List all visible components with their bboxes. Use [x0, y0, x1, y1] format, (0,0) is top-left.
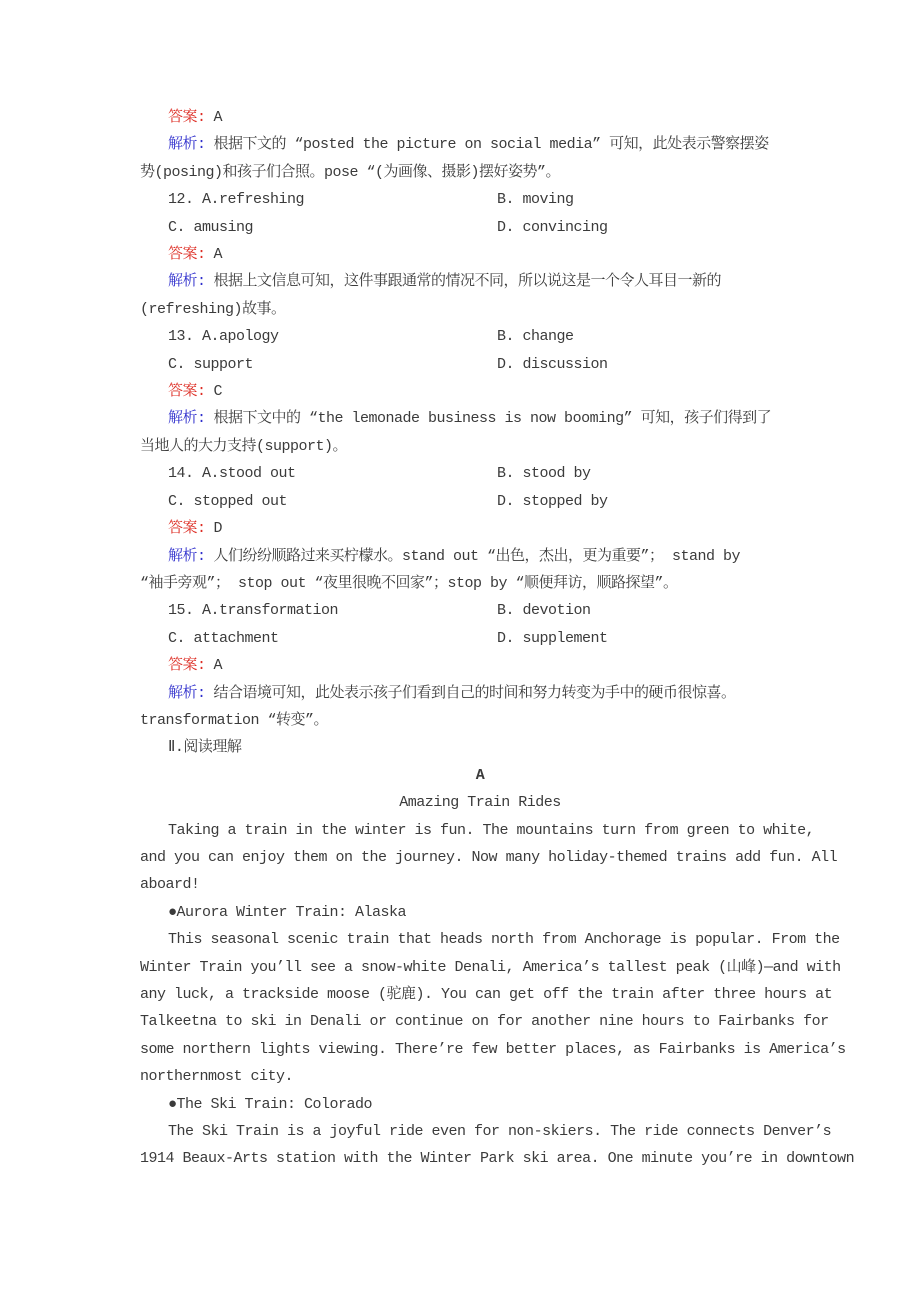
analysis-label: 解析:: [168, 136, 206, 154]
analysis-text: 根据下文的 “posted the picture on social media” 可知，此处表示警察摆姿: [213, 136, 769, 154]
analysis-label: 解析:: [168, 273, 206, 291]
analysis-line: [140, 707, 830, 734]
answer-value: A: [213, 109, 223, 126]
answer-label: 答案:: [168, 246, 206, 264]
option-d: D. discussion: [497, 355, 608, 373]
option-row: [140, 625, 830, 652]
passage-line: some northern lights viewing. There’re few better places, as Fairbanks is America’s: [140, 1040, 846, 1058]
answer-label: 答案:: [168, 383, 206, 401]
option-a: 12. A.refreshing: [168, 191, 305, 209]
analysis-text: 结合语境可知，此处表示孩子们看到自己的时间和努力转变为手中的硬币很惊喜。: [213, 684, 736, 702]
option-b: B. devotion: [497, 602, 591, 620]
option-row: [140, 460, 830, 487]
answer-line: [140, 515, 830, 542]
section-heading: Ⅱ.阅读理解: [168, 739, 242, 757]
passage-line: This seasonal scenic train that heads north from Anchorage is popular. From the: [168, 931, 840, 949]
answer-line: [140, 104, 830, 131]
passage-line: Winter Train you’ll see a snow-white Denali, America’s tallest peak (山峰)—and with: [140, 958, 841, 976]
option-c: C. amusing: [168, 218, 254, 236]
option-row: [140, 351, 830, 378]
answer-value: A: [213, 657, 223, 675]
passage-label: A: [475, 766, 485, 784]
option-a: 13. A.apology: [168, 328, 279, 346]
answer-label: 答案:: [168, 520, 206, 538]
bullet-heading: ●The Ski Train: Colorado: [168, 1095, 373, 1113]
analysis-text: 根据上文信息可知，这件事跟通常的情况不同，所以说这是一个令人耳目一新的: [213, 273, 722, 291]
analysis-line: [140, 131, 830, 158]
analysis-label: 解析:: [168, 410, 206, 428]
analysis-label: 解析:: [168, 547, 206, 565]
option-c: C. support: [168, 355, 254, 373]
option-row: [140, 488, 830, 515]
passage-line: Talkeetna to ski in Denali or continue on for another nine hours to Fairbanks for: [140, 1013, 829, 1031]
document-content: [140, 104, 855, 1173]
option-row: [140, 214, 830, 241]
option-a: 15. A.transformation: [168, 602, 339, 620]
option-c: C. stopped out: [168, 492, 288, 510]
answer-line: [140, 378, 830, 405]
passage-line: The Ski Train is a joyful ride even for non-skiers. The ride connects Denver’s: [168, 1123, 832, 1141]
option-b: B. change: [497, 328, 574, 346]
option-row: [140, 186, 830, 213]
option-b: B. moving: [497, 191, 574, 209]
analysis-text: 根据下文中的 “the lemonade business is now booming” 可知，孩子们得到了: [213, 410, 772, 428]
passage-line: aboard!: [140, 876, 200, 894]
option-d: D. convincing: [497, 218, 608, 236]
analysis-line: [140, 268, 830, 295]
analysis-text: transformation “转变”。: [140, 711, 329, 729]
analysis-label: 解析:: [168, 684, 206, 702]
answer-label: 答案:: [168, 109, 206, 126]
passage-line: and you can enjoy them on the journey. Now many holiday-themed trains add fun. All: [140, 848, 838, 866]
option-a: 14. A.stood out: [168, 465, 296, 483]
analysis-text: 当地人的大力支持(support)。: [140, 437, 348, 455]
option-c: C. attachment: [168, 629, 279, 647]
passage-line: Taking a train in the winter is fun. The mountains turn from green to white,: [168, 821, 815, 839]
answer-line: [140, 652, 830, 679]
analysis-line: [140, 405, 830, 432]
analysis-text: 势(posing)和孩子们合照。pose “(为画像、摄影)摆好姿势”。: [140, 163, 561, 181]
answer-line: [140, 241, 830, 268]
answer-label: 答案:: [168, 657, 206, 675]
analysis-line: [140, 543, 830, 570]
answer-value: C: [213, 383, 223, 401]
bullet-heading: ●Aurora Winter Train: Alaska: [168, 903, 407, 921]
analysis-line: [140, 570, 830, 597]
answer-value: A: [213, 246, 223, 264]
option-d: D. supplement: [497, 629, 608, 647]
passage-title: Amazing Train Rides: [399, 794, 561, 812]
passage-line: any luck, a trackside moose (驼鹿). You can get off the train after three hours at: [140, 986, 833, 1003]
analysis-line: [140, 159, 830, 186]
option-b: B. stood by: [497, 465, 591, 483]
passage-line: 1914 Beaux-Arts station with the Winter Park ski area. One minute you’re in downtown: [140, 1150, 855, 1168]
option-row: [140, 597, 830, 624]
option-row: [140, 323, 830, 350]
analysis-line: [140, 433, 830, 460]
analysis-text: 人们纷纷顺路过来买柠檬水。stand out “出色，杰出，更为重要”； stand by: [213, 547, 741, 565]
analysis-line: [140, 296, 830, 323]
analysis-text: “袖手旁观”； stop out “夜里很晚不回家”；stop by “顺便拜访，顺路探望”。: [140, 574, 678, 592]
analysis-line: [140, 680, 830, 707]
option-d: D. stopped by: [497, 492, 608, 510]
answer-value: D: [213, 520, 223, 538]
analysis-text: (refreshing)故事。: [140, 300, 286, 318]
passage-line: northernmost city.: [140, 1068, 294, 1086]
